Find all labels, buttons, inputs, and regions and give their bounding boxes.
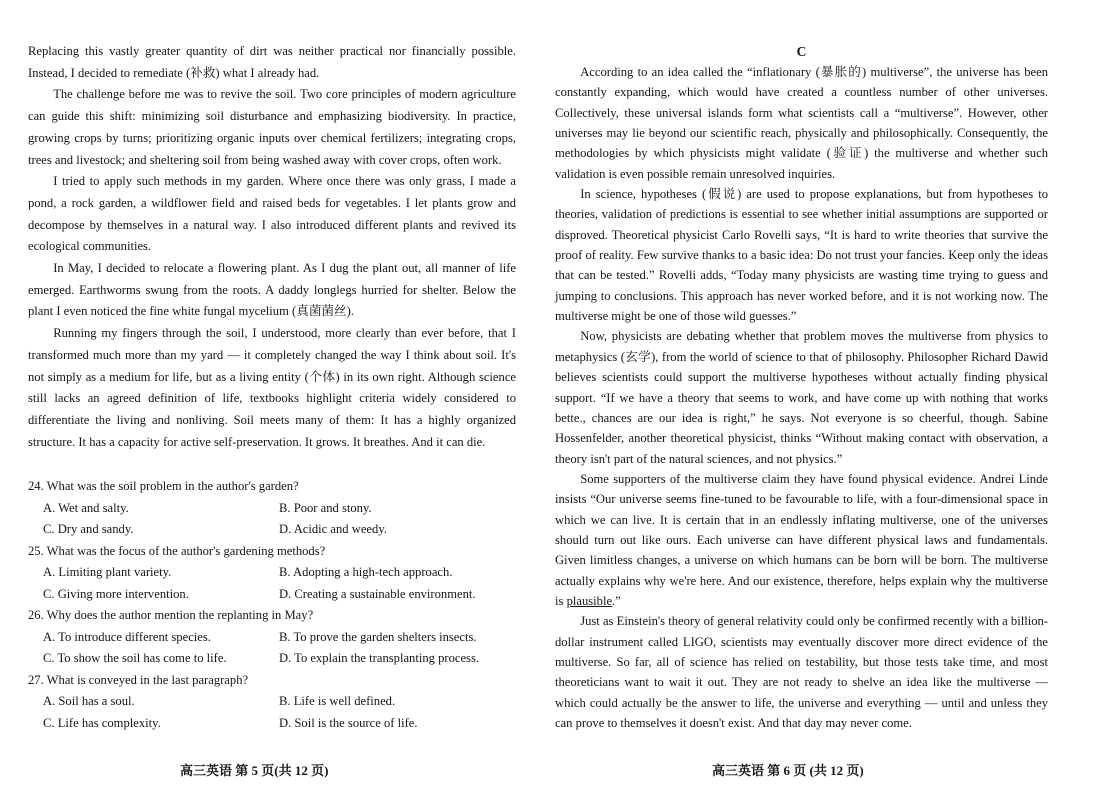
question-26 xyxy=(28,605,518,670)
passage-paragraph: Replacing this vastly greater quantity of dirt was neither practical nor financially possible. Instead, I decided to remediate (补救) what I already had. xyxy=(28,44,516,80)
option-b: B. Adopting a high-tech approach. xyxy=(279,565,453,579)
question-list xyxy=(28,476,518,734)
option-a: A. To introduce different species. xyxy=(43,629,211,644)
passage-paragraph: According to an idea called the “inflationary (暴胀的) multiverse”, the universe has been constantly expanding, which would have created a countless number of other universes. Collectively, these universal islands form what scientists call a “multiverse”. However, other universes may lie beyond our scientific reach, physically and philosophically. Consequently, the methodologies by which physicists might validate (验证) the multiverse and whether such validation is even possible remain unresolved inquiries. xyxy=(555,65,1048,181)
option-a: A. Soil has a soul. xyxy=(43,694,135,708)
option-b: B. To prove the garden shelters insects. xyxy=(279,629,477,644)
section-heading: C xyxy=(796,44,807,59)
passage-paragraph: The challenge before me was to revive the soil. Two core principles of modern agriculture can guide this shift: minimizing soil disturbance and emphasizing biodiversity. In practice, growing crops by turns; prioritizing organic inputs over chemical fertilizers; integrating crops, trees and livestock; and sheltering soil from being washed away with cover crops, often work. xyxy=(28,87,516,167)
option-c: C. Dry and sandy. xyxy=(43,522,134,536)
underlined-word: plausible xyxy=(566,593,613,608)
question-stem: 24. What was the soil problem in the author's garden? xyxy=(28,479,299,493)
passage-paragraph: Now, physicists are debating whether that problem moves the multiverse from physics to metaphysics (玄学), from the world of science to that of philosophy. Philosopher Richard Dawid believes scientists could support the multiverse hypotheses without actually finding physical support. “If we have a theory that seems to work, and have come up with nothing that works bette., chances are our idea is right,” he says. Not everyone is so cheerful, though. Sabine Hossenfelder, another theoretical physicist, thinks “Without making contact with observation, a theory isn't part of the natural sciences, and not physics.” xyxy=(555,329,1048,466)
question-stem: 26. Why does the author mention the replanting in May? xyxy=(28,608,314,622)
paragraph-text: .” xyxy=(612,593,621,608)
passage-paragraph: In science, hypotheses (假说) are used to propose explanations, but from hypotheses to theories, validation of predictions is essential to see whether initial assumptions are supported or disproved. Theoretical physicist Carlo Rovelli says, “It is hard to write theories that survive the proof of reality. Few survive thanks to a basic idea: Do not trust your fancies. Keep only the ideas that can be tested.” Rovelli adds, “Today many physicists are wasting time trying to guess and jumping to conclusions. This approach has never worked before, and it is not working now. The multiverse might be one of those wild guesses.” xyxy=(555,187,1048,324)
left-page-passage xyxy=(28,41,516,453)
question-stem: 25. What was the focus of the author's gardening methods? xyxy=(28,543,326,558)
page-footer-right: 高三英语 第 6 页 (共 12 页) xyxy=(712,763,864,778)
option-d: D. Soil is the source of life. xyxy=(279,715,418,730)
option-c: C. To show the soil has come to life. xyxy=(43,651,227,665)
option-d: D. Creating a sustainable environment. xyxy=(279,586,476,601)
right-page-passage-c xyxy=(555,42,1048,733)
paragraph-text: Some supporters of the multiverse claim they have found physical evidence. Andrei Linde insists “Our universe seems fine-tuned to be favourable to life, with a four-dimensional space in which we can live. It is certain that in an endlessly inflating multiverse, one of the universes should turn out like ours. Each universe can have different physical laws and fundamentals. Given limitless changes, a universe on which humans can be born will be born. The multiverse actually explains why we're here. And our existence, therefore, helps explain why the multiverse is xyxy=(555,471,1048,608)
option-d: D. To explain the transplanting process. xyxy=(279,651,479,665)
passage-paragraph: I tried to apply such methods in my garden. Where once there was only grass, I made a pond, a rock garden, a wildflower field and raised beds for vegetables. I let plants grow and decompose by themselves in a natural way. I also introduced different plants and revived its ecological communities. xyxy=(28,174,516,254)
question-24 xyxy=(28,476,518,541)
option-b: B. Poor and stony. xyxy=(279,500,372,515)
option-c: C. Giving more intervention. xyxy=(43,586,189,601)
passage-paragraph: Just as Einstein's theory of general relativity could only be confirmed recently with a billion-dollar instrument called LIGO, scientists may eventually discover more direct evidence of the multiverse. So far, all of science has relied on testability, but those tests take time, and most theoreticians want to wait it out. They are not ready to shelve an idea like the multiverse — which could actually be the answer to life, the universe and everything — until and unless they can prove to themselves it doesn't exist. And that day may never come. xyxy=(555,614,1048,730)
option-d: D. Acidic and weedy. xyxy=(279,522,387,536)
passage-paragraph: Running my fingers through the soil, I understood, more clearly than ever before, that I transformed much more than my yard — it completely changed the way I think about soil. It's not simply as a medium for life, but as a living entity (个体) in its own right. Although science still lacks an agreed definition of life, textbooks highlight criteria widely considered to differentiate the living and nonliving. Soil meets many of them: It has a highly organized structure. It has a capacity for active self-preservation. It grows. It breathes. And it can die. xyxy=(28,326,516,449)
option-c: C. Life has complexity. xyxy=(43,715,161,730)
page-footer-left: 高三英语 第 5 页(共 12 页) xyxy=(180,763,329,778)
option-b: B. Life is well defined. xyxy=(279,694,396,708)
option-a: A. Limiting plant variety. xyxy=(43,565,172,579)
question-27 xyxy=(28,670,518,735)
passage-paragraph: In May, I decided to relocate a flowering plant. As I dug the plant out, all manner of life emerged. Earthworms swung from the roots. A daddy longlegs hurried for shelter. Below the plant I even noticed the fine white fungal mycelium (真菌菌丝). xyxy=(28,261,516,319)
option-a: A. Wet and salty. xyxy=(43,500,129,515)
passage-paragraph xyxy=(555,469,1048,611)
question-stem: 27. What is conveyed in the last paragraph? xyxy=(28,672,249,687)
question-25 xyxy=(28,541,518,606)
